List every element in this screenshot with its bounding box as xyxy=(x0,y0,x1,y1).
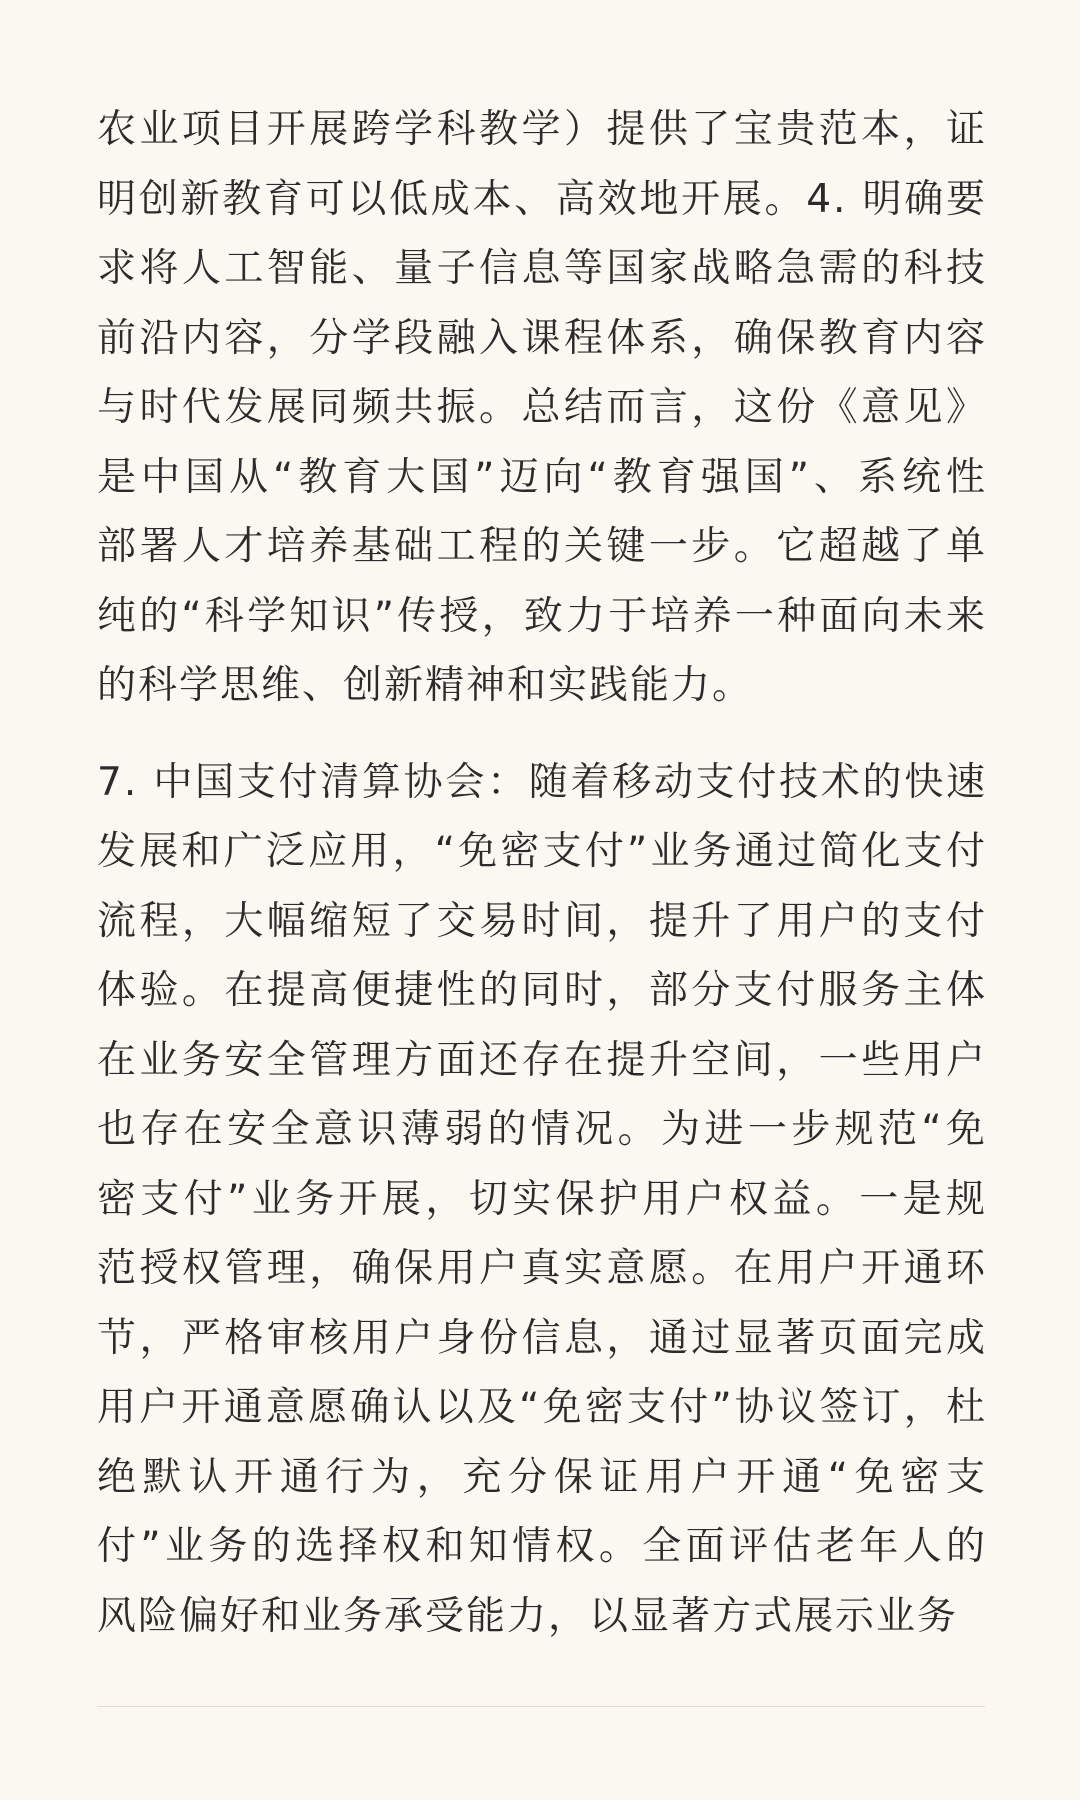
text-line-last: 的科学思维、创新精神和实践能力。 xyxy=(97,663,754,708)
text-line: 付”业务的选择权和知情权。全面评估老年人的 xyxy=(97,1524,987,1569)
text-line: 发展和广泛应用，“免密支付”业务通过简化支付 xyxy=(97,829,987,874)
text-line: 用户开通意愿确认以及“免密支付”协议签订，杜 xyxy=(97,1385,987,1430)
text-line: 纯的“科学知识”传授，致力于培养一种面向未来 xyxy=(97,593,987,639)
text-line: 农业项目开展跨学科教学）提供了宝贵范本，证 xyxy=(97,107,987,152)
text-line: 7. 中国支付清算协会：随着移动支付技术的快速 xyxy=(97,759,987,805)
text-line: 密支付”业务开展，切实保护用户权益。一是规 xyxy=(97,1176,987,1222)
text-line: 也存在安全意识薄弱的情况。为进一步规范“免 xyxy=(97,1107,987,1152)
text-line: 体验。在提高便捷性的同时，部分支付服务主体 xyxy=(97,968,987,1013)
text-line: 在业务安全管理方面还存在提升空间，一些用户 xyxy=(97,1037,987,1083)
text-line: 明创新教育可以低成本、高效地开展。4. 明确要 xyxy=(97,176,987,222)
text-line: 与时代发展同频共振。总结而言，这份《意见》 xyxy=(97,385,987,430)
text-line: 部署人才培养基础工程的关键一步。它超越了单 xyxy=(97,524,987,569)
paragraph-education-summary xyxy=(97,95,987,721)
article-body xyxy=(97,95,987,1651)
text-line-last: 风险偏好和业务承受能力，以显著方式展示业务 xyxy=(97,1593,959,1639)
bottom-divider xyxy=(97,1706,985,1707)
text-line: 流程，大幅缩短了交易时间，提升了用户的支付 xyxy=(97,898,987,944)
text-line: 求将人工智能、量子信息等国家战略急需的科技 xyxy=(97,246,987,291)
text-line: 前沿内容，分学段融入课程体系，确保教育内容 xyxy=(97,315,987,361)
text-line: 范授权管理，确保用户真实意愿。在用户开通环 xyxy=(97,1246,987,1291)
text-line: 节，严格审核用户身份信息，通过显著页面完成 xyxy=(97,1315,987,1361)
paragraph-spacer xyxy=(97,721,987,748)
text-line: 是中国从“教育大国”迈向“教育强国”、系统性 xyxy=(97,454,987,500)
paragraph-payment-association xyxy=(97,748,987,1652)
text-line: 绝默认开通行为，充分保证用户开通“免密支 xyxy=(97,1454,987,1500)
